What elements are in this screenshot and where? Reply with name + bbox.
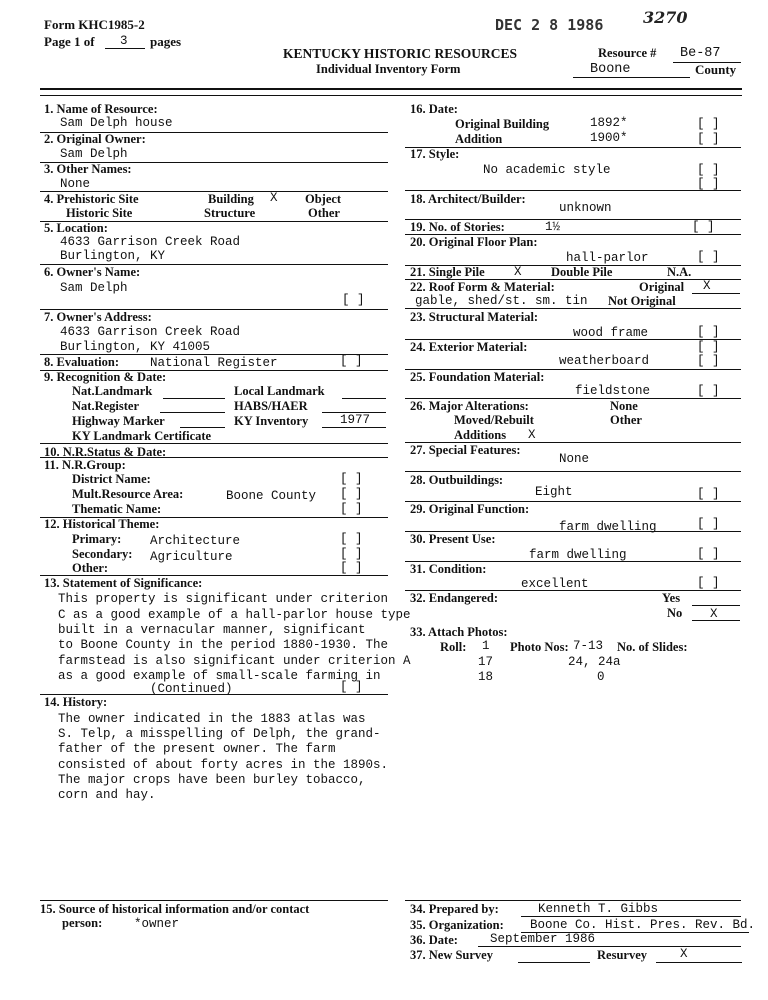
- field-7-line1: 4633 Garrison Creek Road: [60, 325, 241, 339]
- field-11-mra-box: [ ]: [340, 487, 363, 501]
- field-33-roll-value: 1: [482, 639, 490, 653]
- field-26-additions-mark: X: [528, 428, 536, 442]
- field-3-label: 3. Other Names:: [44, 162, 132, 176]
- field-14-line: father of the present owner. The farm: [58, 742, 336, 756]
- field-7-label: 7. Owner's Address:: [44, 310, 152, 324]
- field-11-label: 11. N.R.Group:: [44, 458, 126, 472]
- field-5-line1: 4633 Garrison Creek Road: [60, 235, 241, 249]
- field-9-kylandmark: KY Landmark Certificate: [72, 429, 212, 443]
- field-24-box2: [ ]: [697, 354, 720, 368]
- resource-number: Be-87: [680, 46, 721, 61]
- field-17-box2: [ ]: [697, 177, 720, 191]
- field-30-label: 30. Present Use:: [410, 532, 496, 546]
- field-21-single-mark: X: [514, 265, 522, 279]
- form-subtitle: Individual Inventory Form: [316, 62, 461, 76]
- field-11-mra-value: Boone County: [226, 489, 317, 503]
- field-36-value: September 1986: [490, 932, 596, 946]
- field-37-resurvey: Resurvey: [597, 948, 647, 962]
- field-28-value: Eight: [535, 485, 573, 499]
- pages-word: pages: [150, 34, 182, 49]
- county-label: County: [695, 62, 737, 77]
- field-25-label: 25. Foundation Material:: [410, 370, 545, 384]
- field-9-natreg: Nat.Register: [72, 399, 139, 413]
- field-16-label: 16. Date:: [410, 102, 458, 116]
- field-24-box1: [ ]: [697, 340, 720, 354]
- field-28-box: [ ]: [697, 487, 720, 501]
- field-17-value: No academic style: [483, 163, 611, 177]
- field-20-value: hall-parlor: [566, 251, 649, 265]
- field-14-line: The owner indicated in the 1883 atlas was: [58, 712, 366, 726]
- field-11-thematic-box: [ ]: [340, 502, 363, 516]
- field-24-label: 24. Exterior Material:: [410, 340, 528, 354]
- field-6-label: 6. Owner's Name:: [44, 265, 141, 279]
- field-17-box1: [ ]: [697, 163, 720, 177]
- field-26-additions: Additions: [454, 428, 507, 442]
- field-13-line: to Boone County in the period 1880-1930. The: [58, 638, 389, 652]
- field-9-habs: HABS/HAER: [234, 399, 308, 413]
- field-12-primary: Primary:: [72, 532, 122, 546]
- field-12-other-box: [ ]: [340, 561, 363, 575]
- field-26-label: 26. Major Alterations:: [410, 399, 529, 413]
- field-4-building: Building: [208, 192, 254, 206]
- field-16-original-value: 1892*: [590, 116, 628, 130]
- field-15-value: *owner: [134, 917, 180, 931]
- field-32-no-mark: X: [710, 607, 718, 621]
- form-title: KENTUCKY HISTORIC RESOURCES: [283, 46, 518, 61]
- field-9-local: Local Landmark: [234, 384, 325, 398]
- field-14-line: corn and hay.: [58, 788, 156, 802]
- field-1-label: 1. Name of Resource:: [44, 102, 158, 116]
- field-7-line2: Burlington, KY 41005: [60, 340, 211, 354]
- field-9-kyinv: KY Inventory: [234, 414, 309, 428]
- field-17-label: 17. Style:: [410, 147, 460, 161]
- field-9-kyinv-value: 1977: [340, 413, 371, 427]
- field-35-value: Boone Co. Hist. Pres. Rev. Bd.: [530, 918, 756, 932]
- field-13-label: 13. Statement of Significance:: [44, 576, 203, 590]
- field-14-line: The major crops have been burley tobacco,: [58, 773, 366, 787]
- field-9-label: 9. Recognition & Date:: [44, 370, 167, 384]
- field-27-value: None: [559, 452, 590, 466]
- field-16-original-box: [ ]: [697, 117, 720, 131]
- field-4-prehistoric: 4. Prehistoric Site: [44, 192, 139, 206]
- handwritten-number: 3270: [643, 8, 688, 27]
- field-33-photo-label: Photo Nos:: [510, 640, 569, 654]
- field-13-line: built in a vernacular manner, significant: [58, 623, 366, 637]
- field-33-photo-value: 7-13: [573, 639, 604, 653]
- field-13-line: This property is significant under criterion: [58, 592, 389, 606]
- field-19-box: [ ]: [692, 220, 715, 234]
- field-30-box: [ ]: [697, 547, 720, 561]
- field-16-addition-value: 1900*: [590, 131, 628, 145]
- field-25-box: [ ]: [697, 384, 720, 398]
- page-label: Page 1 of: [44, 34, 95, 49]
- field-33-roll-1: 17: [478, 655, 494, 669]
- field-18-value: unknown: [559, 201, 612, 215]
- field-22-original-mark: X: [703, 279, 711, 293]
- field-22-label: 22. Roof Form & Material:: [410, 280, 555, 294]
- field-34-value: Kenneth T. Gibbs: [538, 902, 659, 916]
- field-23-value: wood frame: [573, 326, 649, 340]
- field-33-roll-label: Roll:: [440, 640, 467, 654]
- field-37-resurvey-mark: X: [680, 947, 688, 961]
- field-4-object: Object: [305, 192, 342, 206]
- field-8-box: [ ]: [340, 354, 363, 368]
- resource-label: Resource #: [598, 46, 657, 60]
- field-23-label: 23. Structural Material:: [410, 310, 539, 324]
- field-20-label: 20. Original Floor Plan:: [410, 235, 538, 249]
- field-30-value: farm dwelling: [529, 548, 627, 562]
- field-16-original-label: Original Building: [455, 117, 550, 131]
- field-13-box: [ ]: [340, 680, 363, 694]
- field-25-value: fieldstone: [575, 384, 651, 398]
- field-6-box: [ ]: [342, 293, 365, 307]
- field-4-structure: Structure: [204, 206, 256, 220]
- field-21-single: 21. Single Pile: [410, 265, 485, 279]
- field-26-moved: Moved/Rebuilt: [454, 413, 534, 427]
- field-32-label: 32. Endangered:: [410, 591, 498, 605]
- field-2-label: 2. Original Owner:: [44, 132, 146, 146]
- field-3-value: None: [60, 177, 91, 191]
- field-20-box: [ ]: [697, 250, 720, 264]
- field-13-line: C as a good example of a hall-parlor house type: [58, 608, 411, 622]
- field-32-no: No: [667, 606, 683, 620]
- field-22-value: gable, shed/st. sm. tin: [415, 294, 588, 308]
- field-5-line2: Burlington, KY: [60, 249, 166, 263]
- field-12-secondary-value: Agriculture: [150, 550, 233, 564]
- field-34-label: 34. Prepared by:: [410, 902, 499, 916]
- field-13-line: farmstead is also significant under criterion A: [58, 654, 411, 668]
- field-26-other: Other: [610, 413, 642, 427]
- field-9-natlandmark: Nat.Landmark: [72, 384, 153, 398]
- field-24-value: weatherboard: [559, 354, 650, 368]
- field-33-roll-2-photos: 0: [597, 670, 605, 684]
- field-10-label: 10. N.R.Status & Date:: [44, 445, 167, 459]
- field-19-label: 19. No. of Stories:: [410, 220, 505, 234]
- field-22-original: Original: [639, 280, 685, 294]
- field-6-value: Sam Delph: [60, 281, 128, 295]
- field-12-primary-value: Architecture: [150, 534, 241, 548]
- field-4-building-mark: X: [270, 191, 278, 205]
- field-15-label: 15. Source of historical information and/or contact: [40, 902, 310, 916]
- field-2-value: Sam Delph: [60, 147, 128, 161]
- field-12-label: 12. Historical Theme:: [44, 517, 160, 531]
- field-15-person: person:: [62, 916, 103, 930]
- field-11-district-box: [ ]: [340, 472, 363, 486]
- field-29-value: farm dwelling: [559, 520, 657, 534]
- field-9-highway: Highway Marker: [72, 414, 165, 428]
- field-14-label: 14. History:: [44, 695, 108, 709]
- field-22-not-original: Not Original: [608, 294, 676, 308]
- field-16-addition-box: [ ]: [697, 132, 720, 146]
- field-8-label: 8. Evaluation:: [44, 355, 120, 369]
- field-11-thematic: Thematic Name:: [72, 502, 162, 516]
- field-29-box: [ ]: [697, 517, 720, 531]
- field-21-double: Double Pile: [551, 265, 613, 279]
- field-33-roll-2: 18: [478, 670, 494, 684]
- field-16-addition-label: Addition: [455, 132, 503, 146]
- field-31-label: 31. Condition:: [410, 562, 487, 576]
- field-13-continued: (Continued): [150, 682, 233, 696]
- field-12-secondary-box: [ ]: [340, 547, 363, 561]
- field-12-secondary: Secondary:: [72, 547, 133, 561]
- field-27-label: 27. Special Features:: [410, 443, 521, 457]
- field-4-other: Other: [308, 206, 340, 220]
- field-12-other: Other:: [72, 561, 109, 575]
- field-19-value: 1½: [545, 220, 561, 234]
- received-date-stamp: DEC 2 8 1986: [495, 16, 604, 34]
- field-5-label: 5. Location:: [44, 221, 108, 235]
- field-8-value: National Register: [150, 356, 278, 370]
- field-14-line: S. Telp, a misspelling of Delph, the grand-: [58, 727, 381, 741]
- field-33-slides-label: No. of Slides:: [617, 640, 688, 654]
- field-18-label: 18. Architect/Builder:: [410, 192, 526, 206]
- field-23-box: [ ]: [697, 325, 720, 339]
- form-number: Form KHC1985-2: [44, 17, 145, 32]
- field-11-district: District Name:: [72, 472, 151, 486]
- field-36-label: 36. Date:: [410, 933, 458, 947]
- field-28-label: 28. Outbuildings:: [410, 473, 504, 487]
- field-21-na: N.A.: [667, 265, 692, 279]
- field-29-label: 29. Original Function:: [410, 502, 530, 516]
- field-35-label: 35. Organization:: [410, 918, 504, 932]
- field-14-line: consisted of about forty acres in the 1890s.: [58, 758, 389, 772]
- field-13-line: as a good example of small-scale farming in: [58, 669, 381, 683]
- county-name: Boone: [590, 62, 631, 77]
- field-32-yes: Yes: [662, 591, 681, 605]
- field-26-none: None: [610, 399, 638, 413]
- field-1-value: Sam Delph house: [60, 116, 173, 130]
- field-31-value: excellent: [521, 577, 589, 591]
- field-33-roll-1-photos: 24, 24a: [568, 655, 621, 669]
- field-33-label: 33. Attach Photos:: [410, 625, 508, 639]
- field-12-primary-box: [ ]: [340, 532, 363, 546]
- field-37-label: 37. New Survey: [410, 948, 493, 962]
- page-total: 3: [120, 34, 128, 48]
- field-31-box: [ ]: [697, 576, 720, 590]
- field-11-mra: Mult.Resource Area:: [72, 487, 184, 501]
- field-4-historic: Historic Site: [66, 206, 133, 220]
